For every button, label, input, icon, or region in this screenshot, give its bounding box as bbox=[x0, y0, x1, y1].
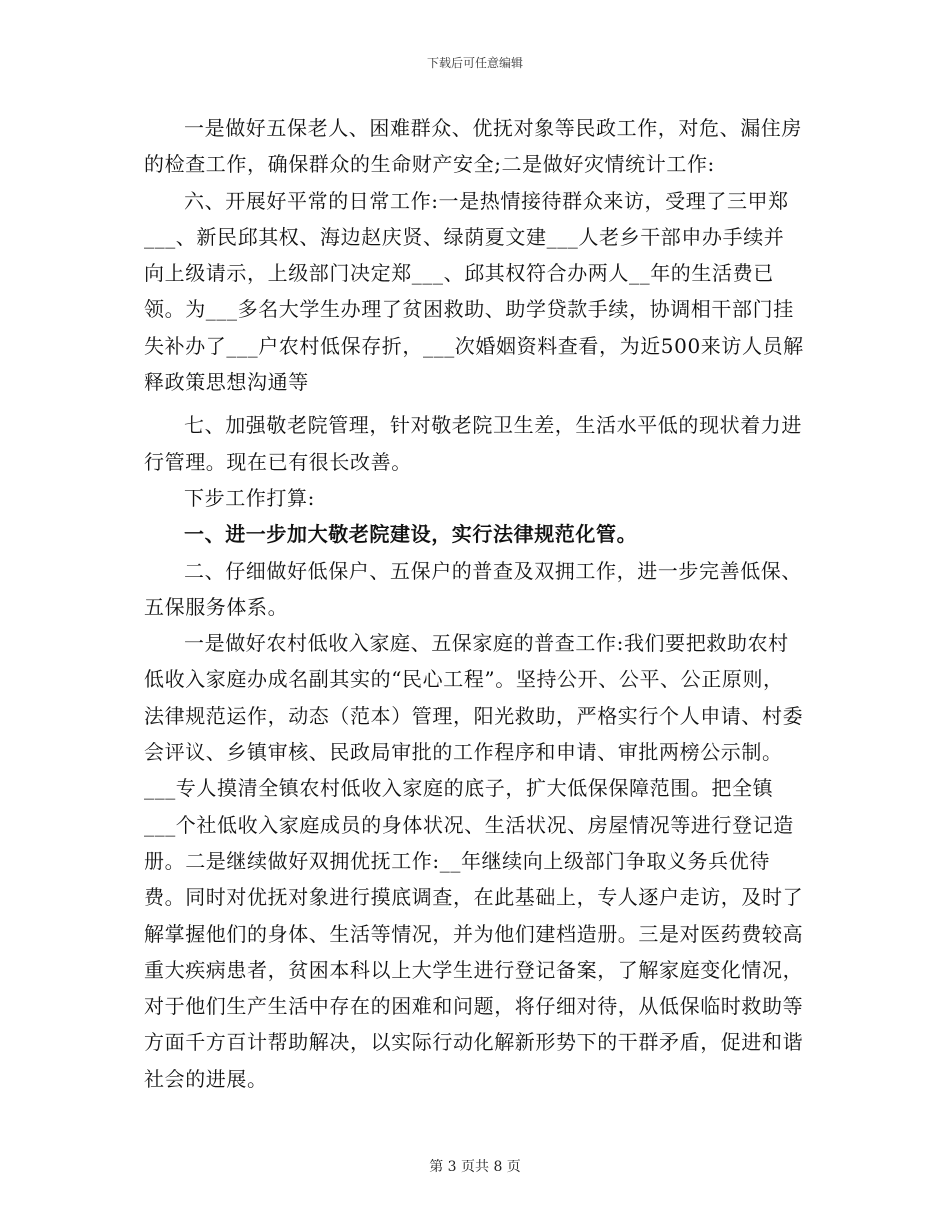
paragraph-2: 六、开展好平常的日常工作:一是热情接待群众来访，受理了三甲郑___、新民邱其权、海边赵庆贤、绿荫夏文建___人老乡干部申办手续并向上级请示，上级部门决定郑___、邱其权符合办两人__年的生活费已领。为___多名大学生办理了贫困救助、助学贷款手续，协调相干部门挂失补办了___户农村低保存折，___次婚姻资料查看，为近500来访人员解释政策思想沟通等 bbox=[144, 188, 804, 395]
page-header: 下载后可任意编辑 bbox=[426, 56, 523, 70]
paragraph-1: 一是做好五保老人、困难群众、优抚对象等民政工作，对危、漏住房的检查工作，确保群众的生命财产安全;二是做好灾情统计工作: bbox=[144, 116, 802, 177]
paragraph-3: 七、加强敬老院管理，针对敬老院卫生差，生活水平低的现状着力进行管理。现在已有很长改善。 bbox=[144, 413, 802, 474]
paragraph-6: 二、仔细做好低保户、五保户的普查及双拥工作，进一步完善低保、五保服务体系。 bbox=[144, 558, 802, 619]
paragraph-5-bold: 一、进一步加大敬老院建设，实行法律规范化管。 bbox=[184, 522, 638, 547]
page-footer: 第 3 页共 8 页 bbox=[429, 1159, 521, 1175]
paragraph-7: 一是做好农村低收入家庭、五保家庭的普查工作:我们要把救助农村低收入家庭办成名副其实的“民心工程”。坚持公开、公平、公正原则，法律规范运作，动态（范本）管理，阳光救助，严格实行个人申请、村委会评议、乡镇审核、民政局审批的工作程序和申请、审批两榜公示制。___专人摸清全镇农村低收入家庭的底子，扩大低保保障范围。把全镇___个社低收入家庭成员的身体状况、生活状况、房屋情况等进行登记造册。二是继续做好双拥优抚工作:__年继续向上级部门争取义务兵优待费。同时对优抚对象进行摸底调查，在此基础上，专人逐户走访，及时了解掌握他们的身体、生活等情况，并为他们建档造册。三是对医药费较高重大疾病患者，贫困本科以上大学生进行登记备案，了解家庭变化情况，对于他们生产生活中存在的困难和问题，将仔细对待，从低保临时救助等方面千方百计帮助解决，以实际行动化解新形势下的干群矛盾，促进和谐社会的进展。 bbox=[144, 631, 804, 1091]
paragraph-4: 下步工作打算: bbox=[184, 485, 315, 510]
document-body bbox=[144, 110, 804, 1097]
